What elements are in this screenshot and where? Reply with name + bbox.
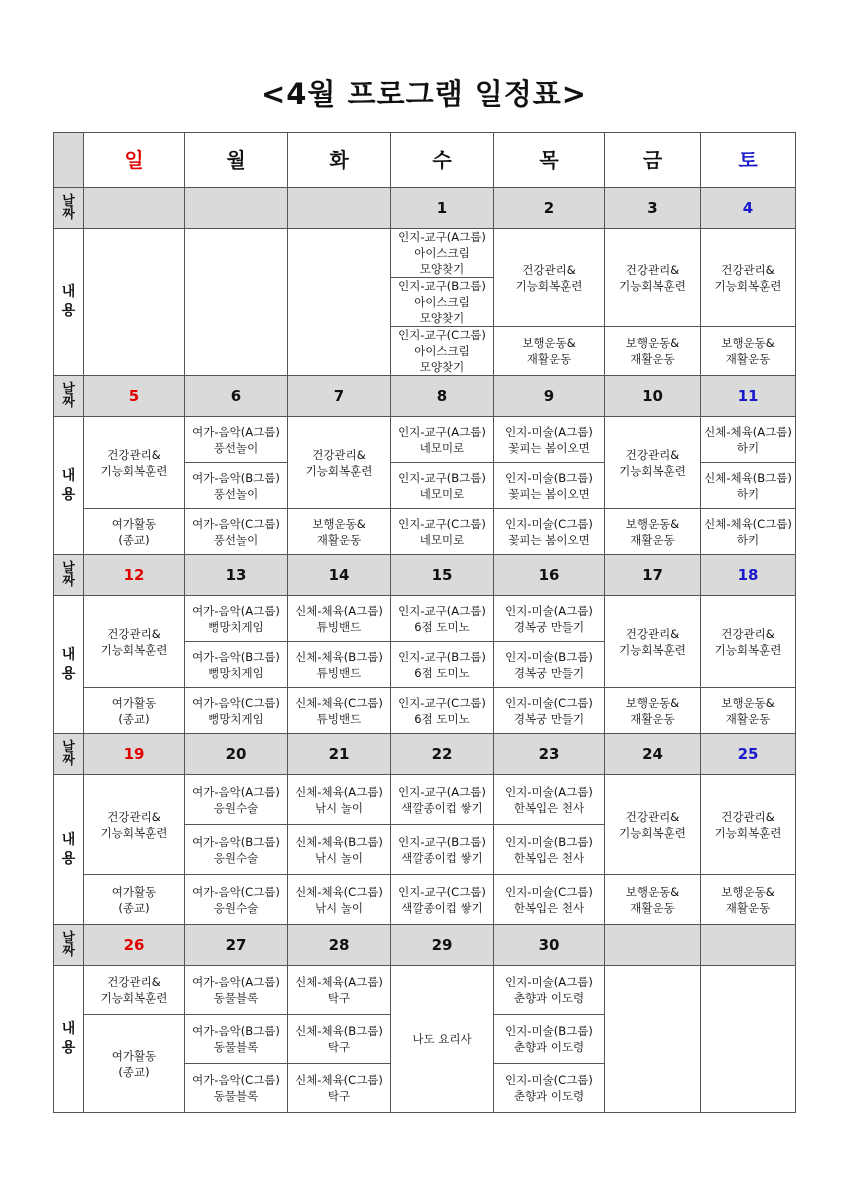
event-wed-b: 인지-교구(B그룹) 6점 도미노 bbox=[391, 642, 494, 688]
weekday-monday: 월 bbox=[185, 133, 288, 188]
event-fri-top: 건강관리& 기능회복훈련 bbox=[605, 775, 701, 875]
page-title: <4월 프로그램 일정표> bbox=[260, 77, 588, 111]
event-wed-b: 인지-교구(B그룹) 네모미로 bbox=[391, 463, 494, 509]
date-row-label: 날 짜 bbox=[54, 734, 84, 775]
date-row-label: 날 짜 bbox=[54, 188, 84, 229]
event-mon-a: 여가-음악(A그룹) 동물블록 bbox=[185, 966, 288, 1015]
weekday-wednesday: 수 bbox=[391, 133, 494, 188]
event-tue-c: 신체-체육(C그룹) 낚시 놀이 bbox=[288, 875, 391, 925]
event-sun-bottom: 여가활동 (종교) bbox=[84, 1015, 185, 1113]
event-thu-b: 인지-미술(B그룹) 꽃피는 봄이오면 bbox=[494, 463, 605, 509]
date-cell: 28 bbox=[288, 925, 391, 966]
event-thu-a: 인지-미술(A그룹) 경복궁 만들기 bbox=[494, 596, 605, 642]
event-thu-c: 인지-미술(C그룹) 춘향과 이도령 bbox=[494, 1064, 605, 1113]
date-row bbox=[54, 925, 796, 966]
event-wed-c: 인지-교구(C그룹) 6점 도미노 bbox=[391, 688, 494, 734]
event-wed-c: 인지-교구(C그룹) 네모미로 bbox=[391, 509, 494, 555]
program-schedule-table bbox=[53, 132, 796, 1113]
date-cell bbox=[84, 188, 185, 229]
event-wed: 나도 요리사 bbox=[391, 966, 494, 1113]
date-cell: 22 bbox=[391, 734, 494, 775]
content-row bbox=[54, 509, 796, 555]
date-row bbox=[54, 555, 796, 596]
weekday-tuesday: 화 bbox=[288, 133, 391, 188]
event-sat-top: 건강관리& 기능회복훈련 bbox=[701, 229, 796, 327]
date-cell: 14 bbox=[288, 555, 391, 596]
event-sat-top: 건강관리& 기능회복훈련 bbox=[701, 596, 796, 688]
date-cell: 15 bbox=[391, 555, 494, 596]
date-cell: 4 bbox=[701, 188, 796, 229]
event-wed-a: 인지-교구(A그룹) 네모미로 bbox=[391, 417, 494, 463]
content-row-label: 내 용 bbox=[54, 966, 84, 1113]
event-mon-a: 여가-음악(A그룹) 풍선놀이 bbox=[185, 417, 288, 463]
event-mon-c: 여가-음악(C그룹) 풍선놀이 bbox=[185, 509, 288, 555]
content-row-label: 내 용 bbox=[54, 596, 84, 734]
date-cell: 5 bbox=[84, 376, 185, 417]
event-tue-b: 신체-체육(B그룹) 탁구 bbox=[288, 1015, 391, 1064]
event-mon-c: 여가-음악(C그룹) 뻥망치게임 bbox=[185, 688, 288, 734]
event-fri-bottom: 보행운동& 재활운동 bbox=[605, 688, 701, 734]
event-sat-b: 신체-체육(B그룹) 하키 bbox=[701, 463, 796, 509]
event-thu-a: 인지-미술(A그룹) 춘향과 이도령 bbox=[494, 966, 605, 1015]
date-cell: 20 bbox=[185, 734, 288, 775]
date-cell: 10 bbox=[605, 376, 701, 417]
event-wed-c: 인지-교구(C그룹) 아이스크림 모양찾기 bbox=[391, 327, 494, 376]
weekday-thursday: 목 bbox=[494, 133, 605, 188]
weekday-sunday: 일 bbox=[84, 133, 185, 188]
content-row bbox=[54, 966, 796, 1015]
event-mon-b: 여가-음악(B그룹) 풍선놀이 bbox=[185, 463, 288, 509]
event-mon-b: 여가-음악(B그룹) 동물블록 bbox=[185, 1015, 288, 1064]
date-cell: 26 bbox=[84, 925, 185, 966]
empty-cell bbox=[701, 966, 796, 1113]
event-mon-a: 여가-음악(A그룹) 뻥망치게임 bbox=[185, 596, 288, 642]
date-cell: 2 bbox=[494, 188, 605, 229]
event-mon-c: 여가-음악(C그룹) 동물블록 bbox=[185, 1064, 288, 1113]
date-row-label: 날 짜 bbox=[54, 555, 84, 596]
weekday-header-row bbox=[54, 133, 796, 188]
date-cell: 13 bbox=[185, 555, 288, 596]
event-mon-b: 여가-음악(B그룹) 응원수술 bbox=[185, 825, 288, 875]
event-thu-b: 인지-미술(B그룹) 춘향과 이도령 bbox=[494, 1015, 605, 1064]
event-fri-top: 건강관리& 기능회복훈련 bbox=[605, 596, 701, 688]
weekday-friday: 금 bbox=[605, 133, 701, 188]
date-row bbox=[54, 188, 796, 229]
event-wed-a: 인지-교구(A그룹) 아이스크림 모양찾기 bbox=[391, 229, 494, 278]
date-cell: 3 bbox=[605, 188, 701, 229]
event-tue-c: 신체-체육(C그룹) 탁구 bbox=[288, 1064, 391, 1113]
date-cell: 21 bbox=[288, 734, 391, 775]
content-row bbox=[54, 596, 796, 642]
date-cell: 9 bbox=[494, 376, 605, 417]
event-thu-b: 인지-미술(B그룹) 한복입은 천사 bbox=[494, 825, 605, 875]
event-wed-a: 인지-교구(A그룹) 6점 도미노 bbox=[391, 596, 494, 642]
content-row bbox=[54, 229, 796, 278]
event-wed-c: 인지-교구(C그룹) 색깔종이컵 쌓기 bbox=[391, 875, 494, 925]
weekday-saturday: 토 bbox=[701, 133, 796, 188]
date-row bbox=[54, 376, 796, 417]
event-tue-a: 신체-체육(A그룹) 튜빙밴드 bbox=[288, 596, 391, 642]
date-cell: 6 bbox=[185, 376, 288, 417]
date-cell: 29 bbox=[391, 925, 494, 966]
date-cell: 8 bbox=[391, 376, 494, 417]
event-sat-bottom: 보행운동& 재활운동 bbox=[701, 327, 796, 376]
event-wed-b: 인지-교구(B그룹) 색깔종이컵 쌓기 bbox=[391, 825, 494, 875]
date-row bbox=[54, 734, 796, 775]
event-fri-bottom: 보행운동& 재활운동 bbox=[605, 327, 701, 376]
content-row bbox=[54, 417, 796, 463]
event-thu-top: 건강관리& 기능회복훈련 bbox=[494, 229, 605, 327]
event-sat-a: 신체-체육(A그룹) 하키 bbox=[701, 417, 796, 463]
event-thu-bottom: 보행운동& 재활운동 bbox=[494, 327, 605, 376]
event-tue-b: 신체-체육(B그룹) 낚시 놀이 bbox=[288, 825, 391, 875]
date-cell: 30 bbox=[494, 925, 605, 966]
event-thu-a: 인지-미술(A그룹) 한복입은 천사 bbox=[494, 775, 605, 825]
empty-cell bbox=[84, 229, 185, 376]
event-mon-b: 여가-음악(B그룹) 뻥망치게임 bbox=[185, 642, 288, 688]
event-thu-b: 인지-미술(B그룹) 경복궁 만들기 bbox=[494, 642, 605, 688]
event-wed-a: 인지-교구(A그룹) 색깔종이컵 쌓기 bbox=[391, 775, 494, 825]
header-corner bbox=[54, 133, 84, 188]
event-sat-top: 건강관리& 기능회복훈련 bbox=[701, 775, 796, 875]
date-cell bbox=[288, 188, 391, 229]
event-sun-bottom: 여가활동 (종교) bbox=[84, 509, 185, 555]
date-cell: 11 bbox=[701, 376, 796, 417]
event-tue-c: 신체-체육(C그룹) 튜빙밴드 bbox=[288, 688, 391, 734]
empty-cell bbox=[185, 229, 288, 376]
event-tue-bottom: 보행운동& 재활운동 bbox=[288, 509, 391, 555]
event-sat-bottom: 보행운동& 재활운동 bbox=[701, 875, 796, 925]
content-row-label: 내 용 bbox=[54, 417, 84, 555]
event-tue-b: 신체-체육(B그룹) 튜빙밴드 bbox=[288, 642, 391, 688]
event-thu-a: 인지-미술(A그룹) 꽃피는 봄이오면 bbox=[494, 417, 605, 463]
event-tue-top: 건강관리& 기능회복훈련 bbox=[288, 417, 391, 509]
date-cell: 1 bbox=[391, 188, 494, 229]
event-tue-a: 신체-체육(A그룹) 탁구 bbox=[288, 966, 391, 1015]
date-cell bbox=[185, 188, 288, 229]
empty-cell bbox=[288, 229, 391, 376]
event-mon-c: 여가-음악(C그룹) 응원수술 bbox=[185, 875, 288, 925]
empty-cell bbox=[605, 966, 701, 1113]
date-cell: 25 bbox=[701, 734, 796, 775]
event-tue-a: 신체-체육(A그룹) 낚시 놀이 bbox=[288, 775, 391, 825]
event-sun-top: 건강관리& 기능회복훈련 bbox=[84, 966, 185, 1015]
event-sun-top: 건강관리& 기능회복훈련 bbox=[84, 417, 185, 509]
event-sat-c: 신체-체육(C그룹) 하키 bbox=[701, 509, 796, 555]
date-cell: 27 bbox=[185, 925, 288, 966]
content-row-label: 내 용 bbox=[54, 775, 84, 925]
event-sun-bottom: 여가활동 (종교) bbox=[84, 875, 185, 925]
date-cell: 16 bbox=[494, 555, 605, 596]
event-mon-a: 여가-음악(A그룹) 응원수술 bbox=[185, 775, 288, 825]
date-cell: 18 bbox=[701, 555, 796, 596]
event-fri-top: 건강관리& 기능회복훈련 bbox=[605, 417, 701, 509]
event-sat-bottom: 보행운동& 재활운동 bbox=[701, 688, 796, 734]
event-fri-bottom: 보행운동& 재활운동 bbox=[605, 509, 701, 555]
event-thu-c: 인지-미술(C그룹) 경복궁 만들기 bbox=[494, 688, 605, 734]
date-cell: 19 bbox=[84, 734, 185, 775]
event-fri-bottom: 보행운동& 재활운동 bbox=[605, 875, 701, 925]
date-cell: 17 bbox=[605, 555, 701, 596]
event-wed-b: 인지-교구(B그룹) 아이스크림 모양찾기 bbox=[391, 278, 494, 327]
event-thu-c: 인지-미술(C그룹) 한복입은 천사 bbox=[494, 875, 605, 925]
date-cell: 23 bbox=[494, 734, 605, 775]
content-row bbox=[54, 775, 796, 825]
event-sun-bottom: 여가활동 (종교) bbox=[84, 688, 185, 734]
date-row-label: 날 짜 bbox=[54, 925, 84, 966]
content-row bbox=[54, 688, 796, 734]
date-cell bbox=[605, 925, 701, 966]
content-row-label: 내 용 bbox=[54, 229, 84, 376]
date-row-label: 날 짜 bbox=[54, 376, 84, 417]
date-cell: 24 bbox=[605, 734, 701, 775]
event-sun-top: 건강관리& 기능회복훈련 bbox=[84, 596, 185, 688]
date-cell: 7 bbox=[288, 376, 391, 417]
event-sun-top: 건강관리& 기능회복훈련 bbox=[84, 775, 185, 875]
content-row bbox=[54, 875, 796, 925]
event-thu-c: 인지-미술(C그룹) 꽃피는 봄이오면 bbox=[494, 509, 605, 555]
date-cell bbox=[701, 925, 796, 966]
date-cell: 12 bbox=[84, 555, 185, 596]
event-fri-top: 건강관리& 기능회복훈련 bbox=[605, 229, 701, 327]
